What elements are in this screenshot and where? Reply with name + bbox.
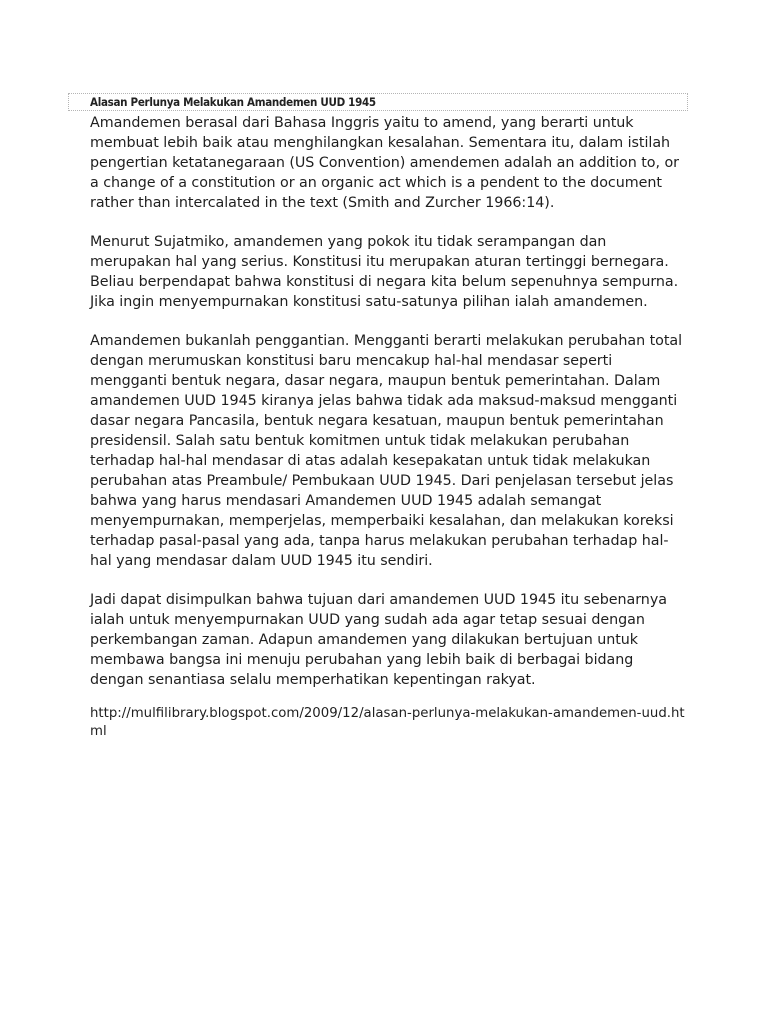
- document-heading: Alasan Perlunya Melakukan Amandemen UUD 1945: [90, 95, 376, 109]
- document-body: [90, 113, 686, 741]
- paragraph-sujatmiko: Menurut Sujatmiko, amandemen yang pokok itu tidak serampangan dan merupakan hal yang serius. Konstitusi itu merupakan aturan tertinggi bernegara. Beliau berpendapat bahwa konstitusi di negara kita belum sepenuhnya sempurna. Jika ingin menyempurnakan konstitusi satu-satunya pilihan ialah amandemen.: [90, 234, 679, 310]
- source-url: http://mulfilibrary.blogspot.com/2009/12/alasan-perlunya-melakukan-amandemen-uud.html: [90, 706, 685, 739]
- paragraph-definition: Amandemen berasal dari Bahasa Inggris yaitu to amend, yang berarti untuk membuat lebih baik atau menghilangkan kesalahan. Sementara itu, dalam istilah pengertian ketatanegaraan (US Convention) amendemen adalah an addition to, or a change of a constitution or an organic act which is a pendent to the document rather than intercalated in the text (Smith and Zurcher 1966:14).: [90, 115, 679, 211]
- paragraph-conclusion: Jadi dapat disimpulkan bahwa tujuan dari amandemen UUD 1945 itu sebenarnya ialah untuk menyempurnakan UUD yang sudah ada agar tetap sesuai dengan perkembangan zaman. Adapun amandemen yang dilakukan bertujuan untuk membawa bangsa ini menuju perubahan yang lebih baik di berbagai bidang dengan senantiasa selalu memperhatikan kepentingan rakyat.: [90, 592, 667, 688]
- paragraph-not-replacement: Amandemen bukanlah penggantian. Mengganti berarti melakukan perubahan total dengan merumuskan konstitusi baru mencakup hal-hal mendasar seperti mengganti bentuk negara, dasar negara, maupun bentuk pemerintahan. Dalam amandemen UUD 1945 kiranya jelas bahwa tidak ada maksud-maksud mengganti dasar negara Pancasila, bentuk negara kesatuan, maupun bentuk pemerintahan presidensil. Salah satu bentuk komitmen untuk tidak melakukan perubahan terhadap hal-hal mendasar di atas adalah kesepakatan untuk tidak melakukan perubahan atas Preambule/ Pembukaan UUD 1945. Dari penjelasan tersebut jelas bahwa yang harus mendasari Amandemen UUD 1945 adalah semangat menyempurnakan, memperjelas, memperbaiki kesalahan, dan melakukan koreksi terhadap pasal-pasal yang ada, tanpa harus melakukan perubahan terhadap hal-hal yang mendasar dalam UUD 1945 itu sendiri.: [90, 333, 683, 569]
